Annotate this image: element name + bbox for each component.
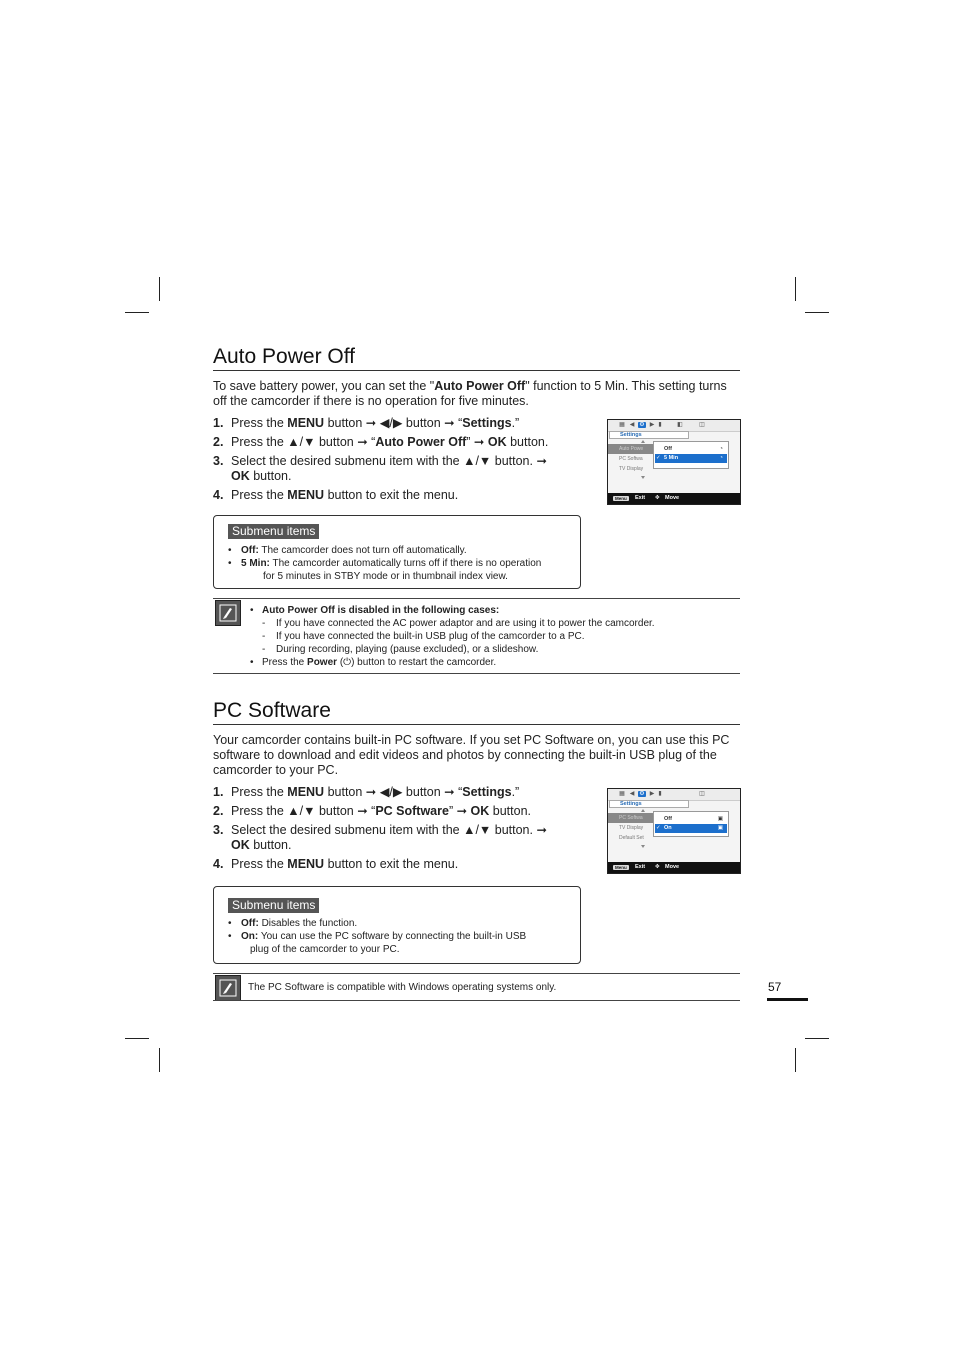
move-icon: ✥ — [655, 495, 660, 501]
arrow-right-icon: ▶ — [649, 791, 655, 797]
lcd-bottom-bar — [608, 493, 740, 504]
lcd-menu-item: TV Display — [619, 825, 644, 831]
note-rule-bottom — [213, 1000, 740, 1001]
arrow-left-icon: ◀ — [629, 422, 635, 428]
scroll-down-icon — [641, 845, 645, 848]
settings-icon: ⚙ — [639, 791, 645, 797]
lcd-screen-pc-software — [607, 788, 741, 874]
section-title-auto-power-off: Auto Power Off — [213, 345, 740, 371]
menu-chip: Menu — [615, 865, 627, 870]
submenu-list — [228, 544, 573, 583]
page-number: 57 — [768, 980, 782, 994]
crop-mark — [795, 277, 796, 301]
lcd-menu-item: PC Softwa — [608, 813, 656, 823]
mode-icon: ▦ — [619, 422, 625, 428]
scroll-up-icon — [641, 440, 645, 443]
lcd-settings-tab: Settings — [609, 431, 689, 439]
note-text — [248, 604, 738, 669]
stby-icon: ◫ — [699, 791, 705, 797]
step-item: 3. Select the desired submenu item with the ▲/▼ button. ➞ OK button. — [213, 454, 547, 483]
lcd-option-popup — [653, 441, 729, 469]
crop-mark — [125, 1038, 149, 1039]
submenu-item: • Off: The camcorder does not turn off automatically. — [228, 544, 573, 557]
section-title-pc-software: PC Software — [213, 699, 740, 725]
note-rule-top — [213, 598, 740, 599]
menu-chip: Menu — [615, 496, 627, 501]
arrow-right-icon: ▶ — [649, 422, 655, 428]
note-rule-bottom — [213, 673, 740, 674]
crop-mark — [159, 1048, 160, 1072]
intro-text: " function to 5 Min. This setting turns off the camcorder if there is no operation for five minutes. — [213, 379, 727, 408]
lcd-screen-auto-power-off — [607, 419, 741, 505]
lcd-option: Off ◔ — [664, 446, 723, 452]
lcd-menu-item: Auto Powe — [608, 444, 656, 454]
check-icon: ✓ — [656, 825, 661, 831]
crop-mark — [805, 312, 829, 313]
intro-paragraph: Your camcorder contains built-in PC software. If you set PC Software on, you can use this PC software to download and edit videos and photos by connecting the built-in USB plug of the camcorder to your PC. — [213, 733, 730, 777]
mode-icon: ▦ — [619, 791, 625, 797]
intro-bold: Auto Power Off — [434, 379, 526, 393]
battery-icon: ▮ — [658, 422, 662, 428]
check-icon: ✓ — [656, 455, 661, 461]
crop-mark — [795, 1048, 796, 1072]
submenu-item: • Off: Disables the function. — [228, 917, 573, 930]
step-item: 4. Press the MENU button to exit the menu. — [213, 488, 459, 502]
power-icon: ⏻ — [343, 657, 352, 668]
submenu-item: • 5 Min: The camcorder automatically turns off if there is no operation for 5 minutes in STBY mode or in thumbnail index view. — [228, 557, 573, 583]
arrow-left-icon: ◀ — [629, 791, 635, 797]
note-case: - During recording, playing (pause excluded), or a slideshow. — [248, 643, 738, 656]
move-label: Move — [665, 495, 680, 501]
speaker-icon: ◧ — [677, 422, 683, 428]
crop-mark — [125, 312, 149, 313]
intro-paragraph — [213, 379, 738, 409]
lcd-menu-column — [608, 813, 656, 843]
step-item: 3. Select the desired submenu item with the ▲/▼ button. ➞ OK button. — [213, 823, 547, 852]
pc-off-icon: ▣ — [717, 816, 723, 822]
scroll-up-icon — [641, 809, 645, 812]
clock-icon: ◔ — [719, 455, 723, 461]
lcd-option: Off ▣ — [664, 816, 723, 822]
stby-icon: ◫ — [699, 422, 705, 428]
submenu-list — [228, 917, 573, 956]
battery-icon: ▮ — [658, 791, 662, 797]
steps-list — [213, 416, 568, 507]
note-rule-top — [213, 973, 740, 974]
lcd-option-selected: ✓ 5 Min ◔ — [655, 454, 727, 463]
submenu-box — [213, 886, 581, 964]
step-item: 1. Press the MENU button ➞ ◀/▶ button ➞ “Settings.” — [213, 416, 520, 430]
note-icon — [215, 975, 241, 1001]
lcd-bottom-bar — [608, 862, 740, 873]
scroll-down-icon — [641, 476, 645, 479]
clock-icon: ◔ — [719, 446, 723, 452]
note-item: • Auto Power Off is disabled in the following cases: — [248, 604, 738, 617]
lcd-option-selected: ✓ On ▣ — [655, 824, 727, 833]
step-item: 4. Press the MENU button to exit the menu. — [213, 857, 459, 871]
settings-icon: ⚙ — [639, 422, 645, 428]
exit-label: Exit — [635, 864, 646, 870]
submenu-label: Submenu items — [228, 524, 319, 539]
lcd-option-popup — [653, 811, 729, 837]
note-case: - If you have connected the AC power adaptor and are using it to power the camcorder. — [248, 617, 738, 630]
move-icon: ✥ — [655, 864, 660, 870]
submenu-label: Submenu items — [228, 898, 319, 913]
note-text: The PC Software is compatible with Windows operating systems only. — [248, 982, 557, 993]
note-item: • Press the Power (⏻) button to restart the camcorder. — [248, 656, 738, 669]
intro-text: To save battery power, you can set the " — [213, 379, 435, 393]
move-label: Move — [665, 864, 680, 870]
lcd-settings-tab: Settings — [609, 800, 689, 808]
pc-on-icon: ▣ — [717, 825, 723, 831]
crop-mark — [159, 277, 160, 301]
note-icon — [215, 600, 241, 626]
note-case: - If you have connected the built-in USB plug of the camcorder to a PC. — [248, 630, 738, 643]
lcd-menu-item: Default Set — [619, 835, 644, 841]
step-item: 2. Press the ▲/▼ button ➞ “Auto Power Off” ➞ OK button. — [213, 435, 549, 449]
exit-label: Exit — [635, 495, 646, 501]
submenu-box — [213, 515, 581, 589]
lcd-menu-item: PC Softwa — [619, 456, 643, 462]
lcd-menu-column — [608, 444, 656, 474]
submenu-item: • On: You can use the PC software by connecting the built-in USB plug of the camcorder to your PC. — [228, 930, 573, 956]
crop-mark — [805, 1038, 829, 1039]
lcd-menu-item: TV Display — [619, 466, 644, 472]
step-item: 2. Press the ▲/▼ button ➞ “PC Software” ➞ OK button. — [213, 804, 531, 818]
page-number-rule — [767, 998, 808, 1001]
step-item: 1. Press the MENU button ➞ ◀/▶ button ➞ “Settings.” — [213, 785, 520, 799]
steps-list — [213, 785, 568, 876]
